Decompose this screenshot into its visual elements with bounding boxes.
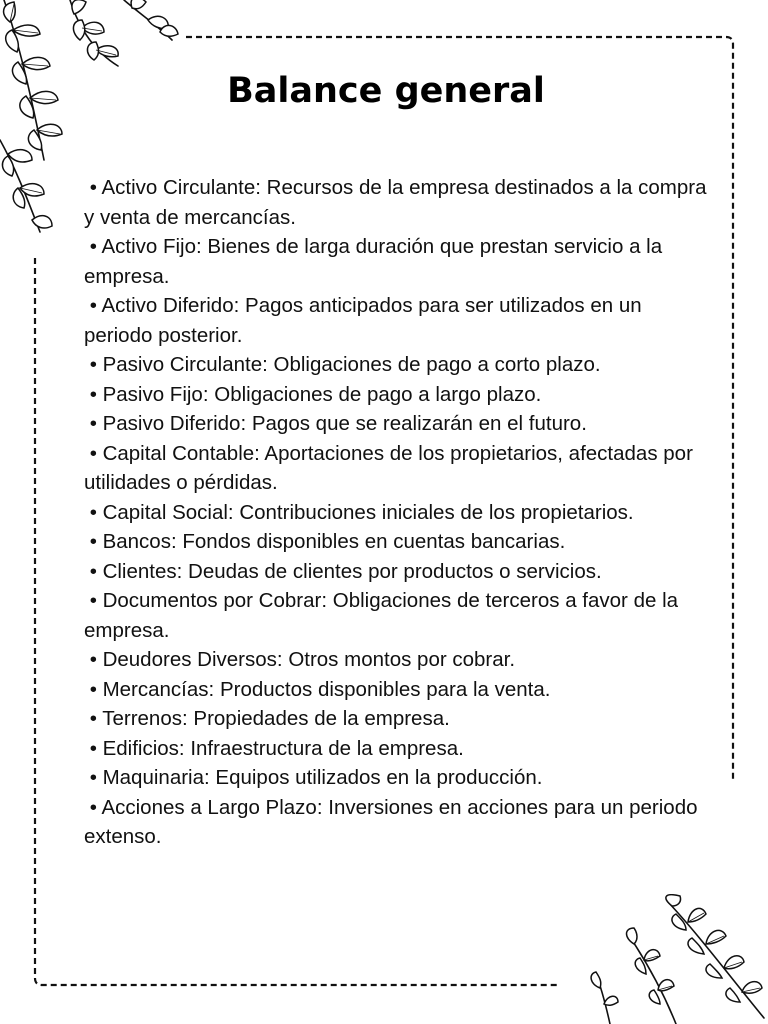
definition-text: Propiedades de la empresa. [193,707,450,730]
definition-text: Contribuciones iniciales de los propietarios. [239,500,634,524]
definition-text: Deudas de clientes por productos o servicios. [188,559,602,583]
definition-text: Pagos que se realizarán en el futuro. [251,412,587,435]
list-item [84,586,712,645]
term-separator: : [321,589,333,612]
bullet-marker: • [84,294,102,317]
definition-term: Clientes [102,559,177,583]
term-separator: : [276,648,289,671]
term-separator: : [181,707,194,730]
list-item [84,173,712,232]
term-separator: : [262,353,274,376]
bullet-marker: • [84,707,103,730]
term-separator: : [178,736,191,760]
term-separator: : [176,559,189,583]
list-item [84,793,712,852]
definition-text: Pagos anticipados para ser utilizados en un periodo posterior. [84,294,648,347]
term-separator: : [202,382,215,406]
bullet-marker: • [84,235,102,258]
bullet-marker: • [84,736,103,760]
list-item [84,232,712,291]
bullet-marker: • [84,677,103,701]
definition-text: Fondos disponibles en cuentas bancarias. [182,530,566,553]
definition-term: Activo Fijo [101,235,197,258]
term-separator: : [254,441,265,465]
definition-text: Bienes de larga duración que prestan servicio a la empresa. [84,235,668,288]
list-item [84,704,712,734]
definition-term: Edificios [102,736,179,760]
definition-text: Infraestructura de la empresa. [190,736,464,760]
definition-term: Documentos por Cobrar [102,589,322,612]
list-item [84,557,712,587]
term-separator: : [240,412,252,435]
definition-text: Obligaciones de terceros a favor de la empresa. [84,589,684,642]
bullet-marker: • [84,795,102,819]
list-item [84,350,712,380]
definition-term: Maquinaria [102,766,204,789]
bullet-marker: • [84,412,103,435]
bullet-marker: • [84,441,103,465]
term-separator: : [196,235,208,258]
page-title: Balance general [227,71,545,111]
definition-term: Terrenos [102,707,182,730]
term-separator: : [255,176,267,199]
definition-term: Activo Circulante [101,176,256,199]
list-item [84,675,712,705]
term-separator: : [170,530,183,553]
definition-text: Productos disponibles para la venta. [219,677,551,701]
list-item [84,409,712,439]
list-item [84,645,712,675]
bullet-marker: • [84,559,103,583]
list-item [84,498,712,528]
term-separator: : [227,500,240,524]
definition-text: Obligaciones de pago a corto plazo. [273,353,601,376]
definition-text: Aportaciones de los propietarios, afectadas por utilidades o pérdidas. [84,441,699,494]
definition-term: Deudores Diversos [102,648,277,671]
term-separator: : [316,795,329,819]
definition-text: Equipos utilizados en la producción. [215,766,543,789]
definition-term: Acciones a Largo Plazo [101,795,317,819]
list-item [84,380,712,410]
definition-term: Capital Contable [102,441,255,465]
definition-list [84,173,712,852]
leaf-branch-icon [588,894,768,1024]
definition-term: Bancos [102,530,171,553]
bullet-marker: • [84,500,103,524]
list-item [84,291,712,350]
definition-term: Capital Social [102,500,228,524]
definition-text: Obligaciones de pago a largo plazo. [214,382,542,406]
bullet-marker: • [84,382,103,406]
bullet-marker: • [84,766,103,789]
bullet-marker: • [84,648,103,671]
definition-text: Otros montos por cobrar. [288,648,516,671]
list-item [84,527,712,557]
list-item [84,763,712,793]
bullet-marker: • [84,353,103,376]
term-separator: : [204,766,216,789]
definition-term: Pasivo Diferido [102,412,241,435]
definition-term: Activo Diferido [101,294,234,317]
bullet-marker: • [84,530,103,553]
list-item [84,734,712,764]
definition-term: Pasivo Fijo [102,382,203,406]
term-separator: : [233,294,246,317]
definition-term: Pasivo Circulante [102,353,263,376]
definition-text: Inversiones en acciones para un periodo extenso. [84,795,704,848]
bullet-marker: • [84,176,102,199]
term-separator: : [208,677,220,701]
definition-term: Mercancías [102,677,209,701]
bullet-marker: • [84,589,103,612]
definition-text: Recursos de la empresa destinados a la compra y venta de mercancías. [84,176,713,229]
list-item [84,439,712,498]
